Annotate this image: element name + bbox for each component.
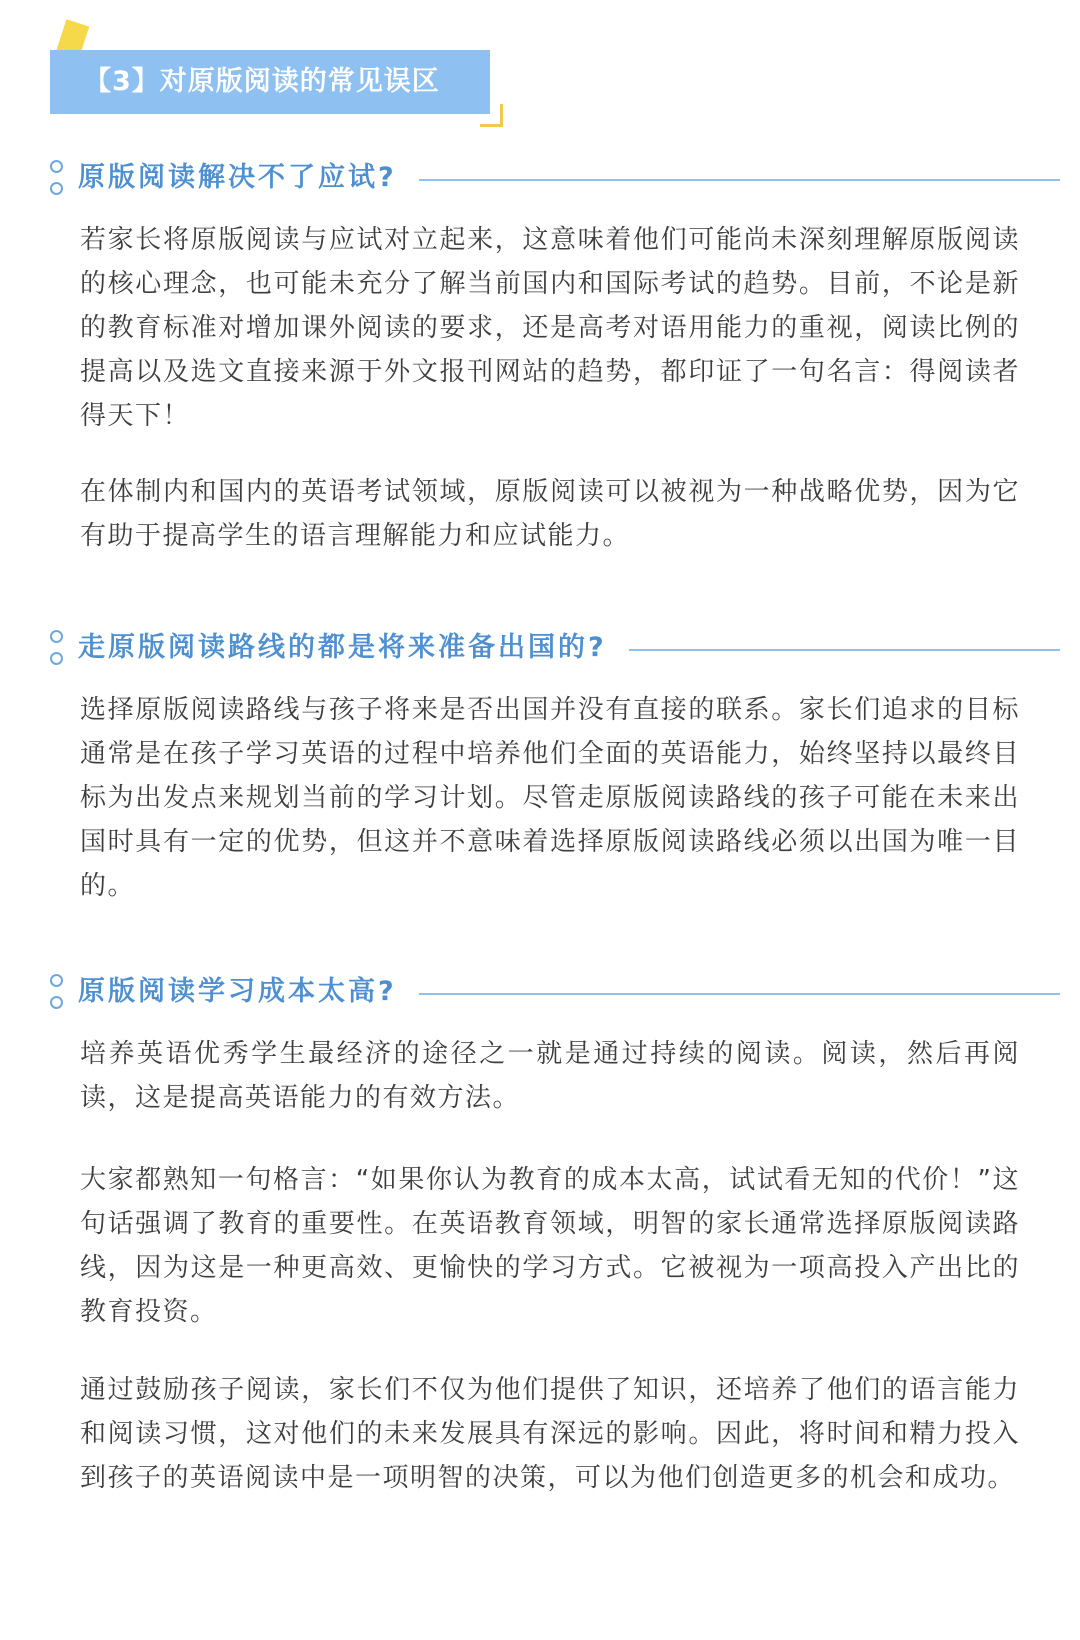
paragraph: 在体制内和国内的英语考试领域，原版阅读可以被视为一种战略优势，因为它有助于提高学生的语言理解能力和应试能力。	[80, 477, 1020, 551]
section-heading-2	[50, 624, 1060, 674]
section-title: 原版阅读解决不了应试?	[78, 158, 419, 198]
header-title: 【3】对原版阅读的常见误区	[50, 50, 490, 114]
section-heading-1	[50, 154, 1060, 204]
paragraph: 大家都熟知一句格言：“如果你认为教育的成本太高，试试看无知的代价！”这句话强调了教育的重要性。在英语教育领域，明智的家长通常选择原版阅读路线，因为这是一种更高效、更愉快的学习方式。它被视为一项高投入产出比的教育投资。	[80, 1165, 1020, 1327]
section-heading-3	[50, 968, 1060, 1018]
section-header	[50, 20, 510, 130]
double-circle-icon	[50, 160, 64, 196]
corner-bracket-decoration	[480, 104, 503, 127]
section-title: 原版阅读学习成本太高?	[78, 972, 419, 1012]
paragraph: 培养英语优秀学生最经济的途径之一就是通过持续的阅读。阅读，然后再阅读，这是提高英语能力的有效方法。	[80, 1039, 1020, 1113]
paragraph: 选择原版阅读路线与孩子将来是否出国并没有直接的联系。家长们追求的目标通常是在孩子学习英语的过程中培养他们全面的英语能力，始终坚持以最终目标为出发点来规划当前的学习计划。尽管走原版阅读路线的孩子可能在未来出国时具有一定的优势，但这并不意味着选择原版阅读路线必须以出国为唯一目的。	[80, 695, 1020, 901]
section-title: 走原版阅读路线的都是将来准备出国的?	[78, 628, 629, 668]
paragraph: 若家长将原版阅读与应试对立起来，这意味着他们可能尚未深刻理解原版阅读的核心理念，也可能未充分了解当前国内和国际考试的趋势。目前，不论是新的教育标准对增加课外阅读的要求，还是高考对语用能力的重视，阅读比例的提高以及选文直接来源于外文报刊网站的趋势，都印证了一句名言：得阅读者得天下！	[80, 225, 1020, 431]
double-circle-icon	[50, 974, 64, 1010]
paragraph: 通过鼓励孩子阅读，家长们不仅为他们提供了知识，还培养了他们的语言能力和阅读习惯，这对他们的未来发展具有深远的影响。因此，将时间和精力投入到孩子的英语阅读中是一项明智的决策，可以为他们创造更多的机会和成功。	[80, 1375, 1020, 1493]
double-circle-icon	[50, 630, 64, 666]
